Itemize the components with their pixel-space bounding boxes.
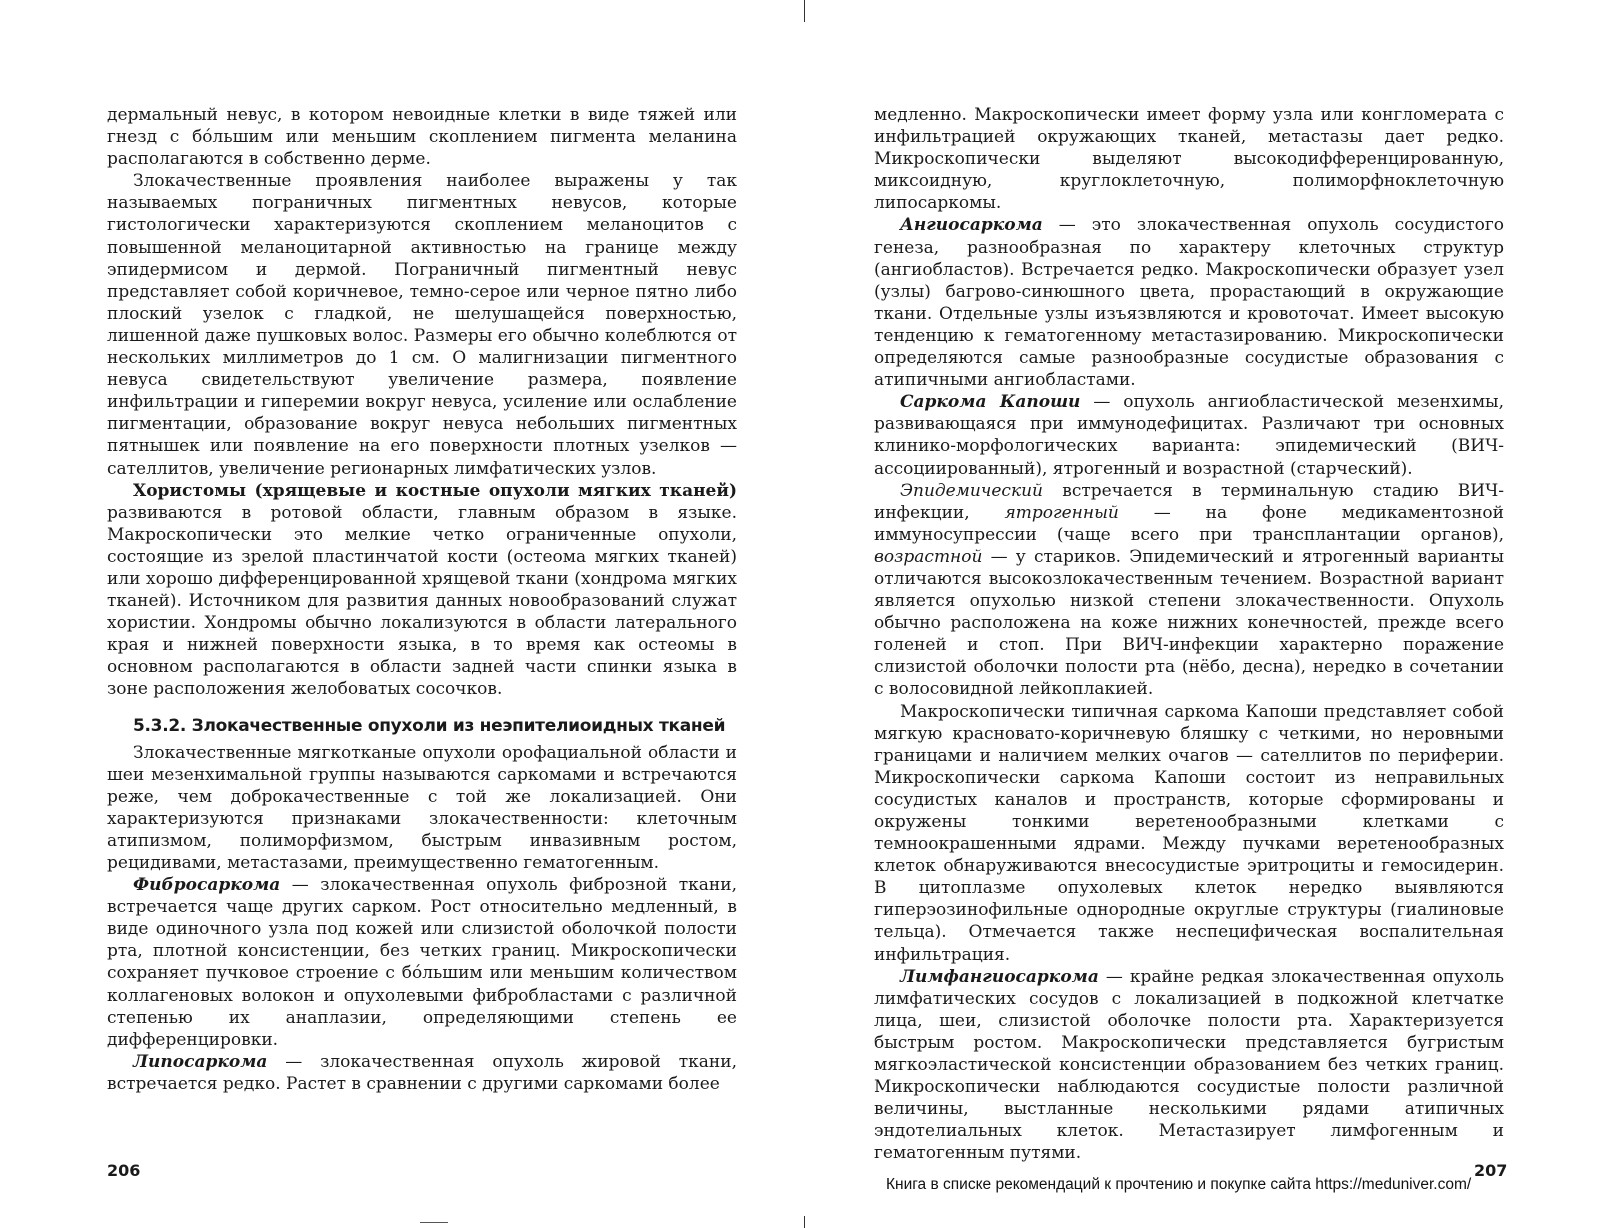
paragraph-text: — у стариков. Эпидемический и ятрогенный варианты отличаются высокозлокачественным течением. Возрастной вариант является опухолью низкой степени злокачественности. Опухоль обычно расположена на коже нижних конечностей, прежде всего голеней и стоп. При ВИЧ-инфекции характерно поражение слизистой оболочки полости рта (нёбо, десна), нередко в сочетании с волосовидной лейкоплакией. (874, 546, 1504, 700)
paragraph (107, 480, 737, 701)
paragraph-text: — на фоне медикаментозной иммуносупрессии (чаще всего при трансплантации органов), (874, 502, 1505, 545)
paragraph-text: — крайне редкая злокачественная опухоль лимфатических сосудов с локализацией в подкожной клетчатке лица, шеи, слизистой оболочке полости рта. Характеризуется быстрым ростом. Макроскопически представляется бугристым мягкоэластической консистенции образованием без четких границ. Микроскопически наблюдаются сосудистые полости различной величины, выстланные несколькими рядами атипичных эндотелиальных клеток. Метастазирует лимфогенным и гематогенным путями. (874, 966, 1504, 1164)
right-page (874, 104, 1504, 1165)
paragraph-text: — это злокачественная опухоль сосудистого генеза, разнообразная по характеру клеточных структур (ангиобластов). Встречается редко. Макроскопически образует узел (узлы) багрово-синюшного цвета, прорастающий в окружающие ткани. Отдельные узлы изъязвляются и кровоточат. Имеет высокую тенденцию к гематогенному метастазированию. Микроскопически определяются самые разнообразные сосудистые образования с атипичными ангиобластами. (874, 215, 1504, 391)
page-number-right: 207 (1474, 1161, 1508, 1180)
paragraph (107, 1051, 737, 1095)
section-heading: 5.3.2. Злокачественные опухоли из неэпителиоидных тканей (133, 715, 726, 736)
paragraph: Злокачественные мягкотканые опухоли орофациальной области и шеи мезенхимальной группы называются саркомами и встречаются реже, чем доброкачественные с той же локализацией. Они характеризуются признаками злокачественности: клеточным атипизмом, полиморфизмом, быстрым инвазивным ростом, рецидивами, метастазами, преимущественно гематогенным. (107, 742, 737, 873)
website-notice: Книга в списке рекомендаций к прочтению и покупке сайта https://meduniver.com/ (886, 1176, 1472, 1193)
term-epidemic: Эпидемический (900, 480, 1043, 501)
paragraph: Макроскопически типичная саркома Капоши представляет собой мягкую красновато-коричневую бляшку с четкими, но неровными границами и наличием мелких очагов — сателлитов по периферии. Микроскопически саркома Капоши состоит из неправильных сосудистых каналов и пространств, которые сформированы и окружены тонкими веретенообразными клетками с темноокрашенными ядрами. Между пучками веретенообразных клеток обнаруживаются внесосудистые эритроциты и гемосидерин. В цитоплазме опухолевых клеток нередко выявляются гиперэозинофильные однородные округлые структуры (гиалиновые тельца). Отмечается также неспецифическая воспалительная инфильтрация. (874, 701, 1504, 965)
term-iatrogenic: ятрогенный (1004, 502, 1119, 523)
term-liposarcoma: Липосаркома (133, 1051, 268, 1072)
paragraph (874, 966, 1504, 1165)
paragraph: Злокачественные проявления наиболее выражены у так называемых пограничных пигментных невусов, которые гистологически характеризуются скоплением меланоцитов с повышенной меланоцитарной активностью на границе между эпидермисом и дермой. Пограничный пигментный невус представляет собой коричневое, темно-серое или черное пятно либо плоский узелок с гладкой, не шелушащейся поверхностью, лишенной даже пушковых волос. Размеры его обычно колеблются от нескольких миллиметров до 1 см. О малигнизации пигментного невуса свидетельствуют увеличение размера, появление инфильтрации и гиперемии вокруг невуса, усиление или ослабление пигментации, образование вокруг невуса небольших пигментных пятнышек или появление на его поверхности плотных узелков — сателлитов, увеличение регионарных лимфатических узлов. (107, 171, 737, 479)
paragraph: медленно. Макроскопически имеет форму узла или конгломерата с инфильтрацией окружающих тканей, метастазы дает редко. Микроскопически выделяют высокодифференцированную, миксоидную, круглоклеточную, полиморфноклеточную липосаркомы. (874, 105, 1504, 214)
paragraph (107, 874, 737, 1051)
page-number-left: 206 (107, 1161, 141, 1180)
paragraph-text: — опухоль ангиобластической мезенхимы, развивающаяся при иммунодефицитах. Различают три основных клинико-морфологических варианта: эпидемический (ВИЧ-ассоциированный), ятрогенный и возрастной (старческий). (874, 392, 1504, 479)
term-lymphangiosarcoma: Лимфангиосаркома (900, 966, 1099, 987)
paragraph (874, 214, 1504, 391)
term-age-related: возрастной (874, 546, 983, 567)
term-choristoma: Хористомы (хрящевые и костные опухоли мягких тканей) (133, 480, 737, 501)
left-page (107, 104, 737, 1095)
term-angiosarcoma: Ангиосаркома (900, 215, 1043, 236)
term-fibrosarcoma: Фибросаркома (133, 875, 281, 896)
paragraph-text: развиваются в ротовой области, главным образом в языке. Макроскопически это мелкие четко ограниченные опухоли, состоящие из зрелой пластинчатой кости (остеома мягких тканей) или хорошо дифференцированной хрящевой ткани (хондрома мягких тканей). Источником для развития данных новообразований служат хористии. Хондромы обычно локализуются в области латерального края и нижней поверхности языка, в то время как остеомы в основном располагаются в области задней части спинки языка в зоне расположения желобоватых сосочков. (107, 502, 737, 700)
scan-mark (420, 1222, 448, 1223)
paragraph (874, 391, 1504, 479)
paragraph-text: встречается в терминальную стадию ВИЧ-инфекции, (874, 480, 1504, 523)
book-spine-top (804, 0, 805, 22)
paragraph-text: — злокачественная опухоль фиброзной ткани, встречается чаще других сарком. Рост относительно медленный, в виде одиночного узла под кожей или слизистой оболочкой полости рта, плотной консистенции, без четких границ. Микроскопически сохраняет пучковое строение с бóльшим или меньшим количеством коллагеновых волокон и опухолевыми фибробластами с различной степенью их анаплазии, определяющими степень ее дифференцировки. (107, 875, 737, 1050)
paragraph: дермальный невус, в котором невоидные клетки в виде тяжей или гнезд с бóльшим или меньшим скоплением пигмента меланина располагаются в собственно дерме. (107, 105, 737, 170)
paragraph (874, 480, 1504, 701)
term-kaposi-sarcoma: Саркома Капоши (900, 392, 1081, 413)
book-spine-bottom (804, 1216, 805, 1228)
paragraph-text: — злокачественная опухоль жировой ткани, встречается редко. Растет в сравнении с другими саркомами более (107, 1051, 737, 1094)
